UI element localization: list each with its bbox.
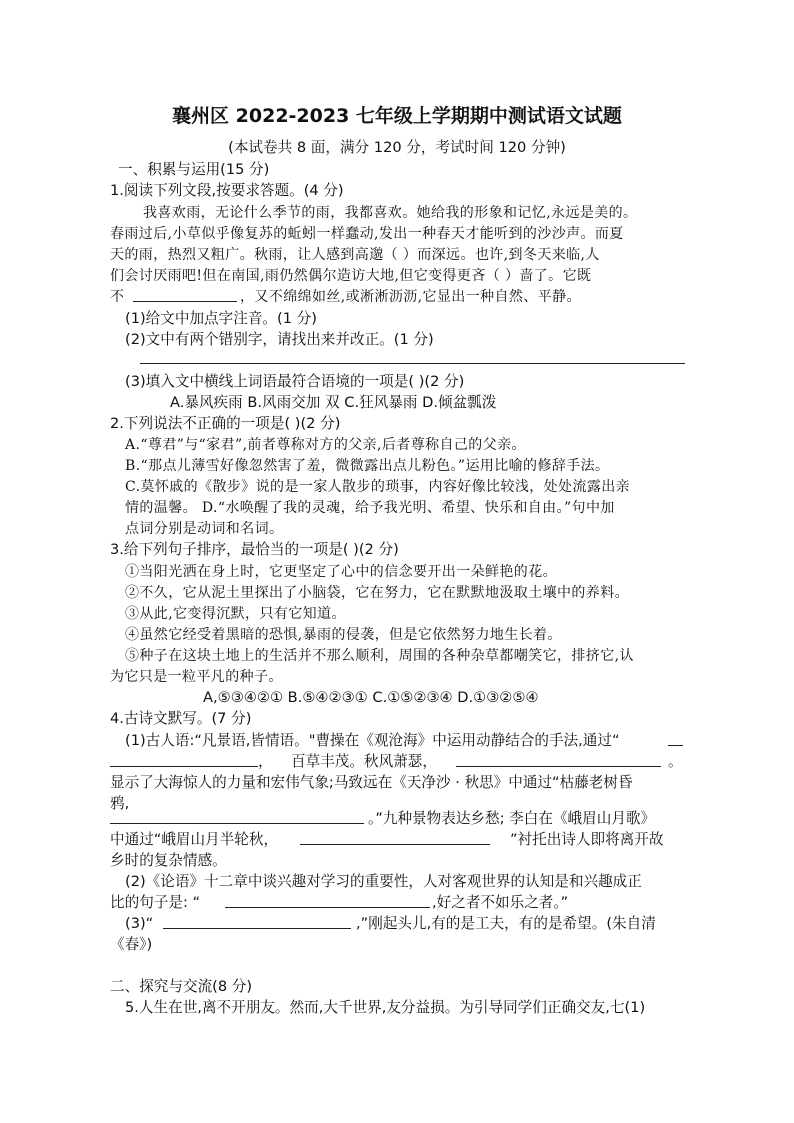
q3-line: ①当阳光洒在身上时，它更坚定了心中的信念要开出一朵鲜艳的花。 bbox=[125, 564, 557, 580]
q3-line: 为它只是一粒平凡的种子。 bbox=[110, 669, 283, 685]
q4-text: 《春》) bbox=[110, 936, 153, 953]
q2-stem: 2.下列说法不正确的一项是( )(2 分) bbox=[110, 415, 341, 432]
q3-options: A,⑤③④②① B.⑤④②③① C.①⑤②③④ D.①③②⑤④ bbox=[203, 689, 539, 706]
q1-passage-line: 们会讨厌雨吧!但在南国,雨仍然偶尔造访大地,但它变得更吝（ ）啬了。它既 bbox=[110, 268, 592, 284]
section2-heading: 二、探究与交流(8 分) bbox=[110, 978, 253, 995]
q4-text: 。 bbox=[668, 753, 683, 770]
q1-passage-line: ，又不绵绵如丝,或淅淅沥沥,它显出一种自然、平静。 bbox=[240, 289, 581, 305]
q5-stem: 5.人生在世,离不开朋友。然而,大千世界,友分益损。为引导同学们正确交友,七(1) bbox=[125, 999, 646, 1016]
q4-text: ,好之者不如乐之者。” bbox=[432, 894, 569, 911]
q4-text: 。”九种景物表达乡愁; 李白在《峨眉山月歌》 bbox=[368, 810, 656, 827]
q2-line: C.莫怀戚的《散步》说的是一家人散步的琐事，内容好像比较浅，处处流露出亲 bbox=[125, 479, 631, 495]
q3-line: ③从此,它变得沉默，只有它知道。 bbox=[125, 606, 346, 622]
q2-line: B.“那点儿薄雪好像忽然害了羞，微微露出点儿粉色。”运用比喻的修辞手法。 bbox=[125, 458, 610, 474]
q3-stem: 3.给下列句子排序，最恰当的一项是( )(2 分) bbox=[110, 541, 399, 558]
q4-text: 乡时的复杂情感。 bbox=[110, 852, 227, 869]
q4-text: (1)古人语:“凡景语,皆情语。"曹操在《观沧海》中运用动静结合的手法,通过“ bbox=[125, 732, 620, 749]
q4-blank-line[interactable] bbox=[668, 745, 683, 746]
q4-text: 百草丰茂。秋风萧瑟， bbox=[291, 753, 437, 770]
q4-text: 鸦, bbox=[110, 795, 130, 812]
page-subtitle: (本试卷共 8 面，满分 120 分，考试时间 120 分钟) bbox=[228, 139, 566, 156]
q1-sub3-options: A.暴风疾雨 B.风雨交加 双 C.狂风暴雨 D.倾盆瓢泼 bbox=[170, 394, 497, 411]
q4-blank-line[interactable] bbox=[456, 766, 661, 767]
q1-blank-line[interactable] bbox=[133, 301, 237, 302]
q1-passage-line: 天的雨，热烈又粗广。秋雨，让人感到高邈（ ）而深远。也许,到冬天来临,人 bbox=[110, 247, 600, 263]
q4-blank-line[interactable] bbox=[225, 907, 430, 908]
q4-blank-line[interactable] bbox=[163, 928, 351, 929]
q1-sub3: (3)填入文中横线上词语最符合语境的一项是( )(2 分) bbox=[125, 373, 465, 390]
q2-line: A.“尊君”与“家君”,前者尊称对方的父亲,后者尊称自己的父亲。 bbox=[125, 437, 526, 453]
q3-line: ④虽然它经受着黑暗的恐惧,暴雨的侵袭，但是它依然努力地生长着。 bbox=[125, 627, 562, 643]
q1-passage-line: 不 bbox=[110, 289, 125, 305]
q1-answer-line[interactable] bbox=[140, 363, 685, 364]
page-title: 襄州区 2022-2023 七年级上学期期中测试语文试题 bbox=[172, 105, 622, 127]
q4-text: (3)“ bbox=[125, 915, 154, 932]
q3-line: ②不久，它从泥土里探出了小脑袋，它在努力，它在默默地汲取土壤中的养料。 bbox=[125, 585, 629, 601]
q1-sub1: (1)给文中加点字注音。(1 分) bbox=[125, 310, 317, 327]
q4-text: (2)《论语》十二章中谈兴趣对学习的重要性，人对客观世界的认知是和兴趣成正 bbox=[125, 873, 642, 890]
q3-line: ⑤种子在这块土地上的生活并不那么顺利，周围的各种杂草都嘲笑它，排挤它,认 bbox=[125, 648, 634, 664]
q1-passage-line: 春雨过后,小草似乎像复苏的蚯蚓一样蠢动,发出一种春天才能听到的沙沙声。而夏 bbox=[110, 226, 624, 242]
q4-text: ,”刚起头儿,有的是工夫，有的是希望。(朱自清 bbox=[356, 915, 656, 932]
q4-stem: 4.古诗文默写。(7 分) bbox=[110, 710, 252, 727]
q4-text: ， bbox=[258, 753, 273, 770]
section1-heading: 一、积累与运用(15 分) bbox=[118, 161, 270, 178]
q1-passage-line: 我喜欢雨，无论什么季节的雨，我都喜欢。她给我的形象和记忆,永远是美的。 bbox=[143, 205, 638, 221]
q1-stem: 1.阅读下列文段,按要求答题。(4 分) bbox=[110, 182, 344, 199]
q2-line: 情的温馨。 D.“水唤醒了我的灵魂，给予我光明、希望、快乐和自由。”句中加 bbox=[125, 500, 615, 516]
q4-text: 比的句子是: “ bbox=[110, 894, 201, 911]
q4-blank-line[interactable] bbox=[110, 766, 258, 767]
q4-text: ”衬托出诗人即将离开故 bbox=[510, 831, 664, 848]
q2-line: 点词分别是动词和名词。 bbox=[125, 521, 284, 537]
q4-blank-line[interactable] bbox=[110, 823, 364, 824]
q4-text: 显示了大海惊人的力量和宏伟气象;马致远在《天净沙 · 秋思》中通过“枯藤老树昏 bbox=[110, 774, 633, 791]
q4-blank-line[interactable] bbox=[300, 844, 490, 845]
q4-text: 中通过“峨眉山月半轮秋， bbox=[110, 831, 279, 848]
q1-sub2: (2)文中有两个错别字，请找出来并改正。(1 分) bbox=[125, 331, 434, 348]
